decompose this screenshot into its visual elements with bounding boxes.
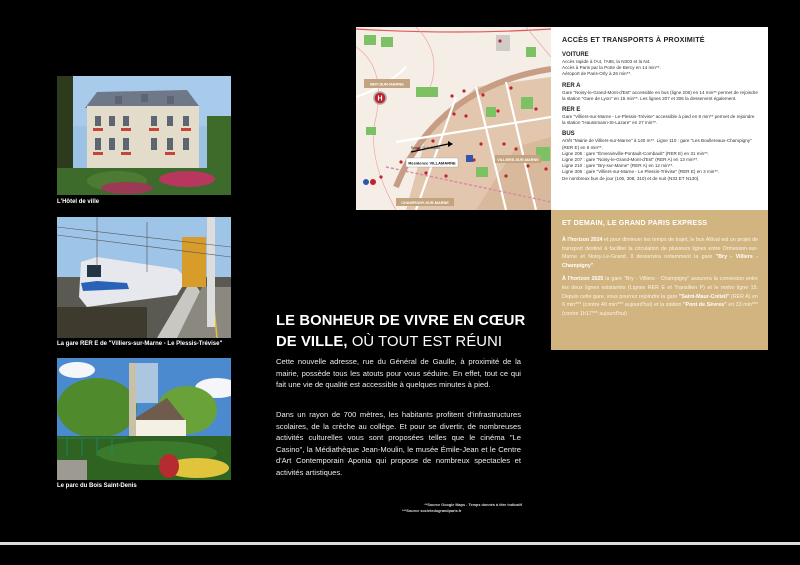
- bus-line: Ligne 306 : gare "Villiers-sur-Marne - Le Plessis-Trévise" (RER E) en 3 min**.: [562, 169, 720, 175]
- photo-caption-train-station: La gare RER E de "Villiers-sur-Marne - Le Plessis-Trévise": [57, 341, 223, 347]
- amenities-paragraph: Dans un rayon de 700 mètres, les habitants profitent d'infrastructures scolaires, de la crèche au collège. Et pour se divertir, de nombreuses activités culturelles vous sont proposées telles que le cinéma "Le Casino", la Médiathèque Jean-Moulin, le musée Émile-Jean et le Centre d'Art Contemporain Aponia qui propose de nombreux spectacles et activités artistiques.: [276, 410, 521, 477]
- section-heading-bus: BUS: [562, 131, 575, 138]
- grand-paris-express-panel: [551, 210, 768, 350]
- photo-caption-town-hall: L'Hôtel de ville: [57, 199, 100, 205]
- access-title: ACCÈS ET TRANSPORTS À PROXIMITÉ: [562, 35, 705, 44]
- bus-line: De nombreux bus de jour (106, 308, 310) et de nuit (N33 ET N130).: [562, 175, 700, 181]
- horizon-2025-paragraph: À l'horizon 2025 la gare "Bry - Villiers - Champigny" assurera la connexion entre les deux lignes existantes (Lignes RER E et Transilien P) et le metro ligne 15. Depuis cette gare, vous pourrez rejoindre la gare "Saint-Maur-Créteil" (RER A) en 6 min*** (contre 40 min*** aujourd'hui) et la station "Pont de Sèvres" en 33 min*** (contre 1h17*** aujourd'hui): [562, 276, 759, 317]
- train-station-photo: [57, 217, 231, 338]
- rer-e-text: Gare "Villiers-sur-Marne - Le-Plessis-Trévise" accessible à pied en 8 min** permet de rejoindre la station "Haussmann-St-Lazare" en 27 min**.: [562, 114, 755, 126]
- horizon-2024-paragraph: À l'horizon 2024 et pour diminuer les temps de trajet, le bus Altival est un projet de transport destiné à faciliter la circulation de plusieurs lignes entre Ormesson-sur-Marne et Noisy-Le-Grand. Il desservira notamment la gare "Bry - Villiers - Champigny": [562, 237, 758, 269]
- map-label-champigny: CHAMPIGNY-SUR-MARNE: [401, 201, 449, 205]
- map-label-bry: BRY-SUR-MARNE: [370, 81, 404, 87]
- section-heading-voiture: VOITURE: [562, 52, 589, 58]
- voiture-line: Accès à Paris par la Porte de Bercy en 14 min**.: [562, 65, 661, 71]
- bottom-divider: [0, 542, 800, 545]
- photo-caption-park: Le parc du Bois Saint-Denis: [57, 483, 137, 489]
- bus-line: Ligne 210 : gare "Bry-sur-Marne" (RER A) en 12 min**.: [562, 163, 674, 169]
- rer-a-text: Gare "Noisy-le-Grand-Mont-d'Est" accessible en bus (ligne 206) en 14 min** permet de rejoindre la station "Gare de Lyon" en 16 min**. Les lignes 207 et 306 la desservent également.: [562, 89, 758, 101]
- sources-footnote: **Source Google Maps - Temps donnés à titre indicatif ***Source societedugrandparis.fr: [402, 503, 522, 514]
- neighborhood-map: [356, 27, 551, 210]
- park-photo: [57, 358, 231, 480]
- town-hall-photo: [57, 76, 231, 195]
- bus-line: Ligne 207 : gare "Noisy-le-Grand-Mont-d'Est" (RER A) en 13 min**.: [562, 157, 699, 163]
- map-label-villiers: VILLIERS-SUR-MARNE: [497, 158, 539, 162]
- grand-paris-title: ET DEMAIN, LE GRAND PARIS EXPRESS: [562, 219, 708, 227]
- access-transport-panel: [551, 27, 768, 210]
- section-heading-rer-e: RER E: [562, 107, 581, 114]
- page-headline: LE BONHEUR DE VIVRE EN CŒUR DE VILLE, OÙ TOUT EST RÉUNI: [276, 313, 526, 350]
- section-heading-rer-a: RER A: [562, 82, 581, 89]
- svg-text:Rue du Gl de Gaulle: Rue du Gl de Gaulle: [411, 146, 440, 150]
- map-label-residence: Résidence VILLAMARNE: [408, 160, 456, 166]
- voiture-line: Accès rapide à l'A4, l'A86, la N303 et la N4.: [562, 59, 651, 64]
- bus-line: Ligne 206 : gare "Émerainville-Pontault-Combault" (RER E) en 31 min**.: [562, 150, 710, 156]
- svg-text:H: H: [377, 95, 383, 103]
- voiture-line: Aéroport de Paris-Orly à 26 min**.: [562, 71, 632, 77]
- bus-line: Arrêt "Mairie de Villiers-sur-Marne" à 140 m**. Ligne 110 : gare "Les Boullereaux-Champigny" (RER E) en 6 min**.: [562, 138, 752, 150]
- intro-paragraph: Cette nouvelle adresse, rue du Général de Gaulle, à proximité de la mairie, possède tous les atouts pour vous séduire. En effet, tout ce qui fait une vie de qualité est accessible à quelques minutes à pied.: [276, 357, 521, 390]
